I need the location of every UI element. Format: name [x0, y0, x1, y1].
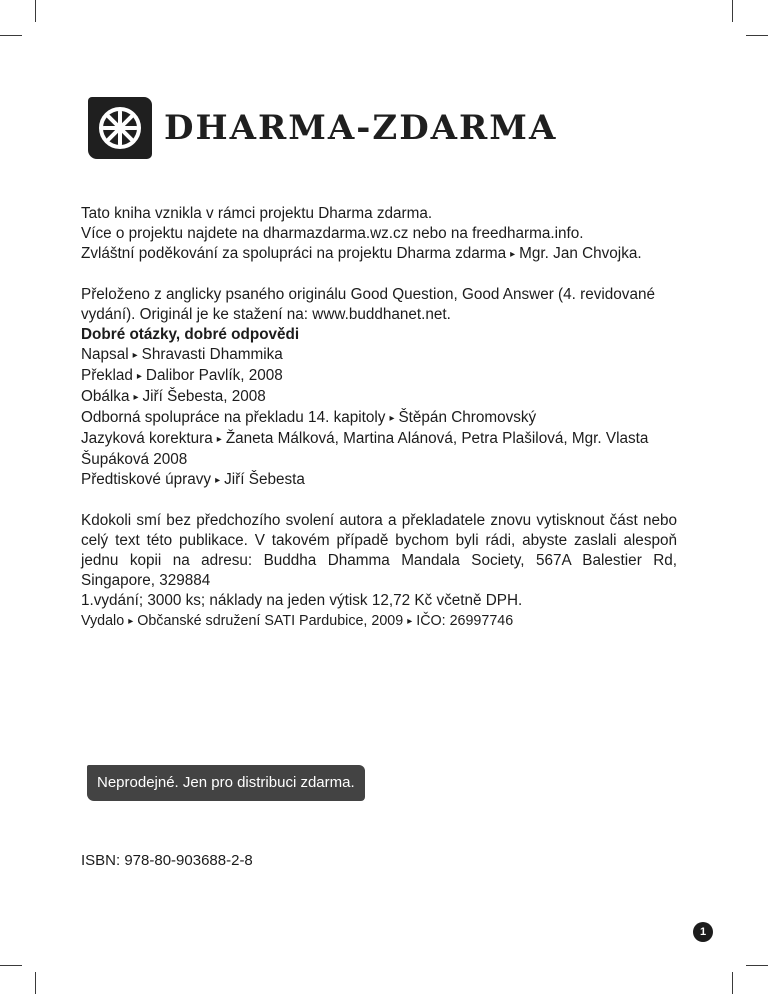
credit-value: Jiří Šebesta [224, 471, 305, 488]
crop-mark [732, 972, 733, 994]
credit-line [81, 470, 677, 491]
logo-text: DHARMA-ZDARMA [164, 108, 558, 148]
publisher-label: Vydalo [81, 613, 125, 629]
dharma-wheel-icon [88, 97, 152, 159]
credit-role: Překlad [81, 367, 133, 384]
crop-mark [35, 972, 36, 994]
triangle-separator-icon: ▸ [215, 475, 221, 486]
triangle-separator-icon: ▸ [389, 413, 395, 424]
publisher-name: Občanské sdružení SATI Pardubice, 2009 [137, 613, 404, 629]
rights-statement: Kdokoli smí bez předchozího svolení autora a překladatele znovu vytisknout část nebo celý text této publikace. V takovém případě bychom byli rádi, abyste zaslali alespoň jednu kopii na adresu: Buddha Dhamma Mandala Society, 567A Balestier Rd, Singapore, 329884 [81, 512, 677, 589]
credit-role: Napsal [81, 346, 129, 363]
intro-line-text: Zvláštní poděkování za spolupráci na projektu Dharma zdarma [81, 245, 507, 262]
book-title: Dobré otázky, dobré odpovědi [81, 326, 300, 343]
triangle-separator-icon: ▸ [133, 392, 139, 403]
intro-line: Více o projektu najdete na dharmazdarma.wz.cz nebo na freedharma.info. [81, 225, 584, 242]
isbn: ISBN: 978-80-903688-2-8 [81, 852, 253, 869]
crop-mark [732, 0, 733, 22]
triangle-separator-icon: ▸ [128, 616, 134, 627]
intro-line [81, 244, 677, 265]
triangle-separator-icon: ▸ [132, 350, 138, 361]
credit-line [81, 345, 677, 366]
credit-value: Žaneta Málková, Martina Alánová, Petra Plašilová, Mgr. Vlasta Šupáková 2008 [81, 430, 649, 468]
credit-value: Shravasti Dhammika [141, 346, 283, 363]
credit-role: Obálka [81, 388, 130, 405]
credit-value: Dalibor Pavlík, 2008 [145, 367, 283, 384]
crop-mark [746, 965, 768, 966]
publisher-id: IČO: 26997746 [416, 613, 514, 629]
intro-block [81, 204, 677, 265]
credit-line [81, 429, 677, 470]
intro-line-text: Mgr. Jan Chvojka. [519, 245, 642, 262]
credit-line [81, 387, 677, 408]
crop-mark [746, 35, 768, 36]
not-for-sale-notice: Neprodejné. Jen pro distribuci zdarma. [87, 765, 365, 801]
credit-role: Předtiskové úpravy [81, 471, 212, 488]
credit-value: Štěpán Chromovský [398, 409, 537, 426]
credits-block [81, 325, 677, 491]
translation-note: Přeloženo z anglicky psaného originálu Good Question, Good Answer (4. revidované vydání). Originál je ke stažení na: www.buddhanet.net. [81, 286, 655, 323]
credit-line [81, 408, 677, 429]
intro-line: Tato kniha vznikla v rámci projektu Dharma zdarma. [81, 205, 433, 222]
colophon [81, 204, 677, 632]
credit-line [81, 366, 677, 387]
crop-mark [0, 35, 22, 36]
edition-info: 1.vydání; 3000 ks; náklady na jeden výtisk 12,72 Kč včetně DPH. [81, 592, 523, 609]
credit-role: Jazyková korektura [81, 430, 213, 447]
triangle-separator-icon: ▸ [216, 434, 222, 445]
triangle-separator-icon: ▸ [510, 249, 516, 260]
crop-mark [35, 0, 36, 22]
page-number: 1 [693, 922, 713, 942]
dharma-zdarma-logo [88, 96, 557, 160]
credit-role: Odborná spolupráce na překladu 14. kapitoly [81, 409, 386, 426]
publisher-line [81, 611, 677, 632]
credit-value: Jiří Šebesta, 2008 [142, 388, 266, 405]
triangle-separator-icon: ▸ [136, 371, 142, 382]
crop-mark [0, 965, 22, 966]
triangle-separator-icon: ▸ [407, 616, 413, 627]
